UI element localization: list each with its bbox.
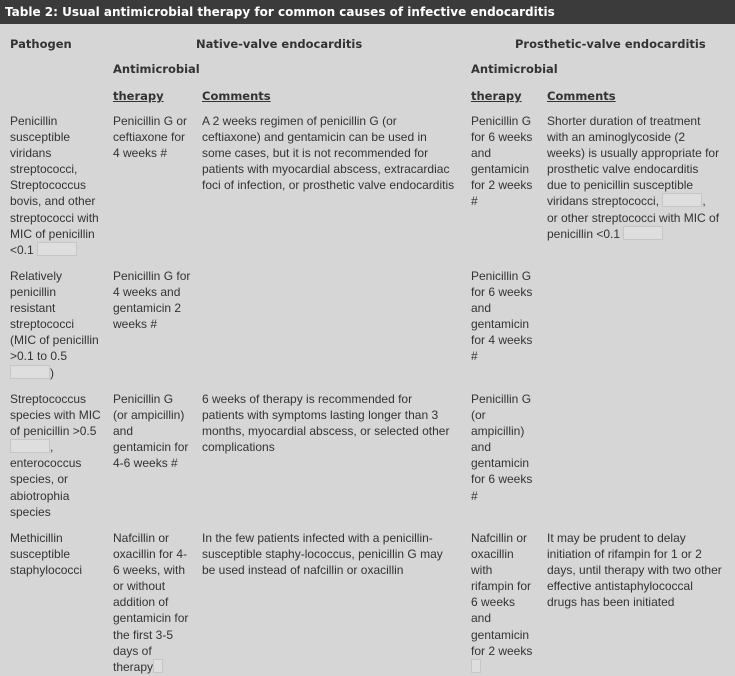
- row1-prosthetic-comments: Shorter duration of treatment with an aminoglycoside (2 weeks) is usually appropriate for prosthetic valve endocarditis due to penicillin susceptible viridans streptococci, , or other streptococci with MIC of penicillin <0.1: [547, 114, 720, 241]
- header-native-antimicrobial: Antimicrobial: [113, 62, 200, 76]
- row1-native-therapy: Penicillin G or ceftiaxone for 4 weeks #: [113, 114, 188, 161]
- row3-native-therapy: Penicillin G (or ampicillin) and gentamicin for 4-6 weeks #: [113, 392, 189, 471]
- row2-prosthetic-therapy: Penicillin G for 6 weeks and gentamicin for 4 weeks #: [471, 269, 533, 364]
- header-prosthetic-comments: Comments: [547, 89, 616, 103]
- row3-native-comments: 6 weeks of therapy is recommended for patients with symptoms lasting longer than 3 months, myocardial abscess, or selected other complications: [202, 392, 450, 455]
- header-prosthetic-antimicrobial: Antimicrobial: [471, 62, 558, 76]
- row2-native-therapy: Penicillin G for 4 weeks and gentamicin 2 weeks #: [113, 269, 191, 332]
- row3-prosthetic-therapy: Penicillin G (or ampicillin) and gentamicin for 6 weeks #: [471, 392, 533, 503]
- header-prosthetic-valve: Prosthetic-valve endocarditis: [515, 37, 706, 51]
- header-prosthetic-therapy: therapy: [471, 89, 522, 103]
- placeholder-image: [10, 365, 50, 379]
- row4-native-therapy: Nafcillin or oxacillin for 4- 6 weeks, with or without addition of gentamicin for the first 3-5 days of therapy: [113, 531, 189, 674]
- placeholder-image: [662, 193, 702, 207]
- placeholder-image: [471, 659, 481, 673]
- placeholder-image: [10, 439, 50, 453]
- row4-prosthetic-comments: It may be prudent to delay initiation of rifampin for 1 or 2 days, until therapy with two other effective antistaphylococcal drugs has been initiated: [547, 531, 722, 610]
- row4-pathogen: Methicillin susceptible staphylococci: [10, 531, 83, 578]
- header-native-therapy: therapy: [113, 89, 164, 103]
- placeholder-image: [153, 659, 163, 673]
- table-title: Table 2: Usual antimicrobial therapy for common causes of infective endocarditis: [0, 0, 735, 24]
- row1-native-comments: A 2 weeks regimen of penicillin G (or ceftiaxone) and gentamicin can be used in some cases, but it is not recommended for patients with myocardial abscess, extracardiac foci of infection, or prosthetic valve endocarditis: [202, 114, 455, 193]
- placeholder-image: [623, 226, 663, 240]
- placeholder-image: [37, 242, 77, 256]
- row4-prosthetic-therapy: Nafcillin or oxacillin with rifampin for 6 weeks and gentamicin for 2 weeks: [471, 530, 532, 675]
- header-native-comments: Comments: [202, 89, 271, 103]
- row4-native-comments: In the few patients infected with a penicillin- susceptible staphy-lococcus, penicillin G may be used instead of nafcillin or oxacillin: [202, 531, 443, 578]
- row1-pathogen: Penicillin susceptible viridans streptococci, Streptococcus bovis, and other streptococci with MIC of penicillin <0.1: [10, 114, 99, 257]
- row1-prosthetic-therapy: Penicillin G for 6 weeks and gentamicin for 2 weeks #: [471, 114, 533, 209]
- row2-pathogen: Relatively penicillin resistant streptococci (MIC of penicillin >0.1 to 0.5 ): [10, 269, 99, 380]
- header-native-valve: Native-valve endocarditis: [196, 37, 363, 51]
- row3-pathogen: Streptococcus species with MIC of penicillin >0.5 , enterococcus species, or abiotrophia species: [10, 392, 101, 519]
- header-pathogen: Pathogen: [10, 37, 72, 51]
